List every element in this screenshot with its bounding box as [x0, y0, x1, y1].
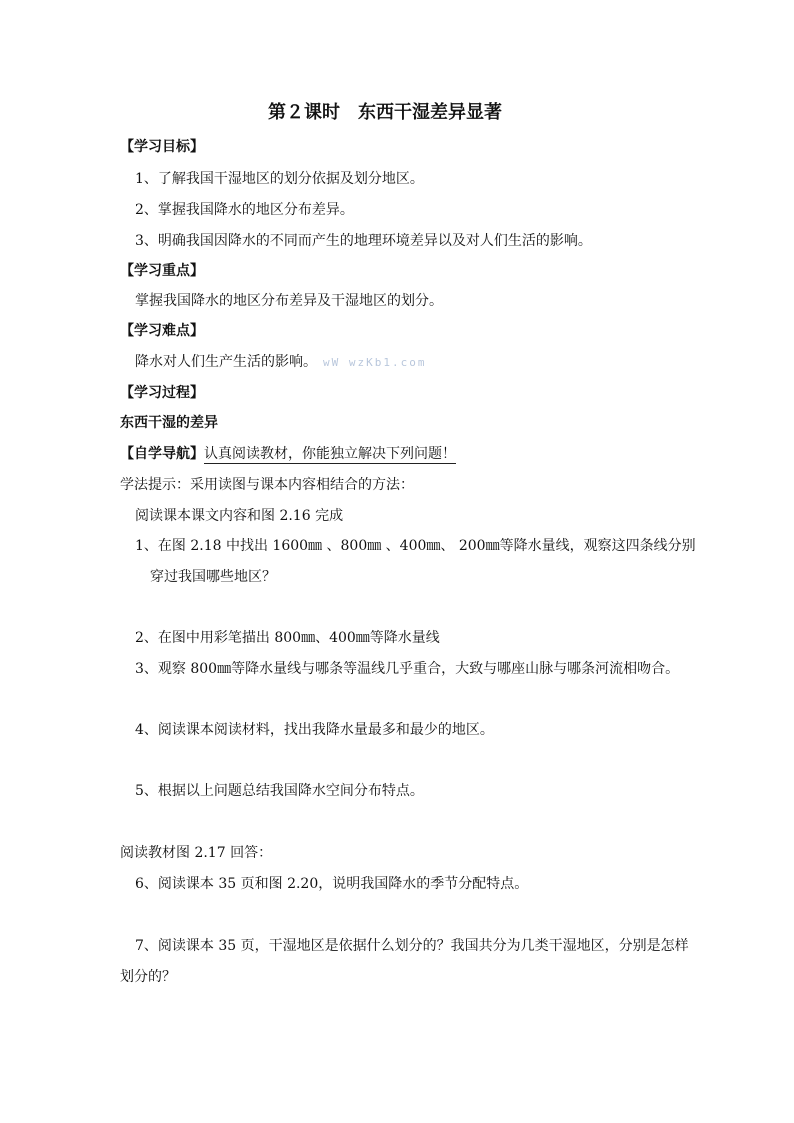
goal-item-1: 1、了解我国干湿地区的划分依据及划分地区。	[135, 171, 424, 187]
question-1-line-2: 穿过我国哪些地区？	[150, 569, 276, 585]
goals-heading: 【学习目标】	[120, 139, 204, 155]
question-1-line-1: 1、在图 2.18 中找出 1600㎜ 、800㎜ 、400㎜、 200㎜等降水量线，观察这四条线分别	[135, 538, 696, 554]
subsection-title: 东西干湿的差异	[120, 415, 218, 431]
difficulty-heading: 【学习难点】	[120, 323, 204, 339]
method-hint: 学法提示：采用读图与课本内容相结合的方法：	[120, 477, 414, 493]
read-instruction: 阅读课本课文内容和图 2.16 完成	[135, 508, 344, 524]
key-heading: 【学习重点】	[120, 263, 204, 279]
process-heading: 【学习过程】	[120, 385, 204, 401]
difficulty-line	[135, 353, 426, 372]
question-6: 6、阅读课本 35 页和图 2.20，说明我国降水的季节分配特点。	[135, 876, 529, 892]
question-3: 3、观察 800㎜等降水量线与哪条等温线几乎重合，大致与哪座山脉与哪条河流相吻合。	[135, 661, 680, 677]
key-text: 掌握我国降水的地区分布差异及干湿地区的划分。	[135, 293, 443, 309]
question-2: 2、在图中用彩笔描出 800㎜、400㎜等降水量线	[135, 630, 440, 646]
guide-line	[120, 445, 456, 463]
watermark-text: wW wzKb1.com	[323, 356, 427, 369]
question-5: 5、根据以上问题总结我国降水空间分布特点。	[135, 783, 424, 799]
question-4: 4、阅读课本阅读材料，找出我降水量最多和最少的地区。	[135, 722, 494, 738]
guide-label: 【自学导航】	[120, 446, 204, 462]
page-title: 第２课时 东西干湿差异显著	[268, 102, 502, 123]
goal-item-3: 3、明确我国因降水的不同而产生的地理环境差异以及对人们生活的影响。	[135, 233, 592, 249]
question-7-line-2: 划分的？	[120, 969, 176, 985]
goal-item-2: 2、掌握我国降水的地区分布差异。	[135, 202, 354, 218]
difficulty-text: 降水对人们生产生活的影响。	[135, 354, 317, 370]
read-figure-instruction: 阅读教材图 2.17 回答：	[120, 845, 273, 861]
question-7-line-1: 7、阅读课本 35 页，干湿地区是依据什么划分的？我国共分为几类干湿地区，分别是怎样	[135, 938, 689, 954]
guide-text: 认真阅读教材，你能独立解决下列问题！	[204, 446, 456, 462]
